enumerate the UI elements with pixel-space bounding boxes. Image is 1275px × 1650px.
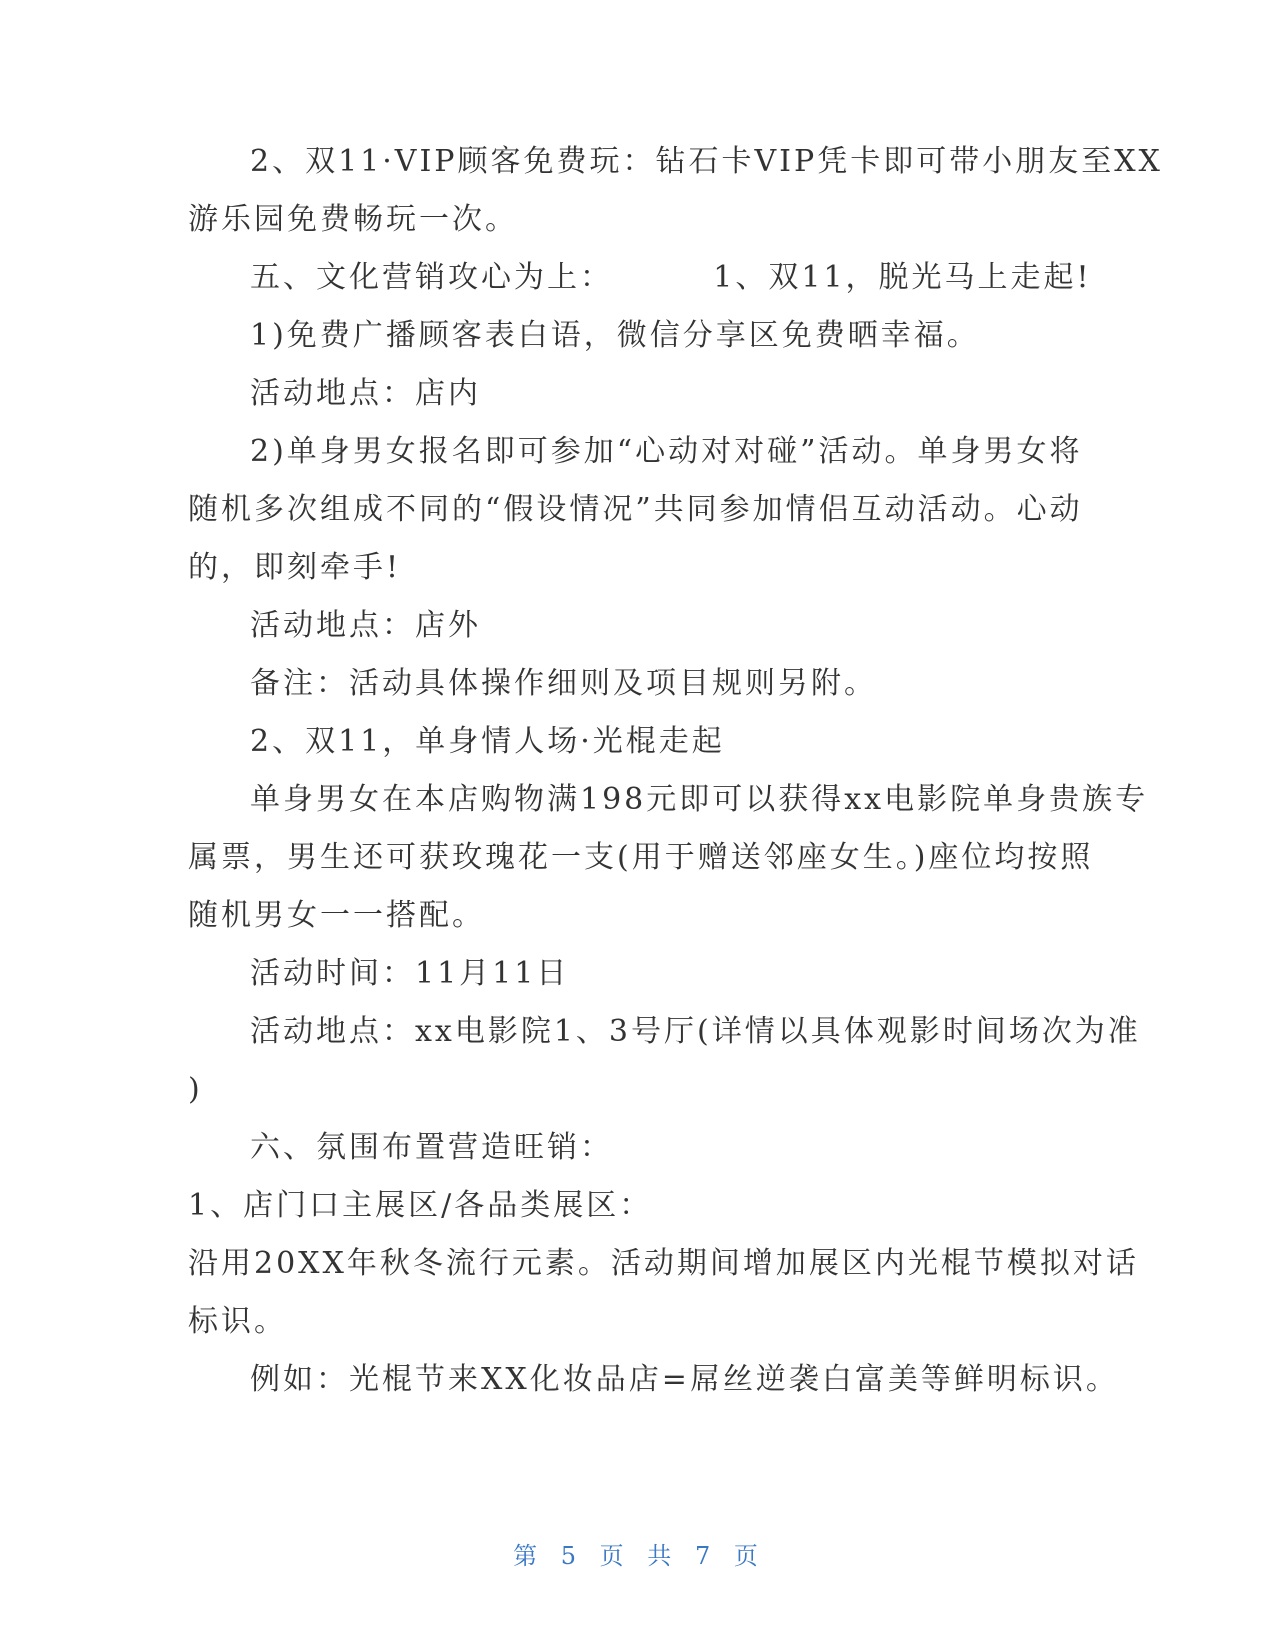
paragraph-line: 标识。	[188, 1304, 287, 1339]
paragraph-line: 随机男女一一搭配。	[188, 898, 485, 933]
section-heading-6: 六、氛围布置营造旺销：	[250, 1130, 613, 1165]
paragraph-line: 1)免费广播顾客表白语，微信分享区免费晒幸福。	[250, 318, 980, 353]
paragraph-line: 沿用20XX年秋冬流行元素。活动期间增加展区内光棍节模拟对话	[188, 1246, 1139, 1281]
paragraph-line: 单身男女在本店购物满198元即可以获得xx电影院单身贵族专	[250, 782, 1149, 817]
paragraph-line: 活动地点：xx电影院1、3号厅(详情以具体观影时间场次为准	[250, 1014, 1141, 1049]
paragraph-line: 游乐园免费畅玩一次。	[188, 202, 518, 237]
paragraph-line: 备注：活动具体操作细则及项目规则另附。	[250, 666, 877, 701]
paragraph-line: 活动地点：店内	[250, 376, 481, 411]
paragraph-line: 例如：光棍节来XX化妆品店=屌丝逆袭白富美等鲜明标识。	[250, 1362, 1119, 1397]
section-heading-5: 五、文化营销攻心为上： 1、双11，脱光马上走起!	[250, 260, 1092, 295]
paragraph-line: 的，即刻牵手!	[188, 550, 402, 585]
paragraph-line: 随机多次组成不同的“假设情况”共同参加情侣互动活动。心动	[188, 492, 1083, 527]
paragraph-line: 活动时间：11月11日	[250, 956, 570, 991]
paragraph-line: 1、店门口主展区/各品类展区：	[188, 1188, 653, 1223]
paragraph-line: 活动地点：店外	[250, 608, 481, 643]
paragraph-line: 2、双11·VIP顾客免费玩：钻石卡VIP凭卡即可带小朋友至XX	[250, 144, 1163, 179]
page-number-footer: 第 5 页 共 7 页	[513, 1542, 762, 1570]
paragraph-line: 2)单身男女报名即可参加“心动对对碰”活动。单身男女将	[250, 434, 1083, 469]
paragraph-line: 属票，男生还可获玫瑰花一支(用于赠送邻座女生。)座位均按照	[188, 840, 1094, 875]
paragraph-line: 2、双11，单身情人场·光棍走起	[250, 724, 725, 759]
paragraph-line: )	[188, 1072, 203, 1107]
